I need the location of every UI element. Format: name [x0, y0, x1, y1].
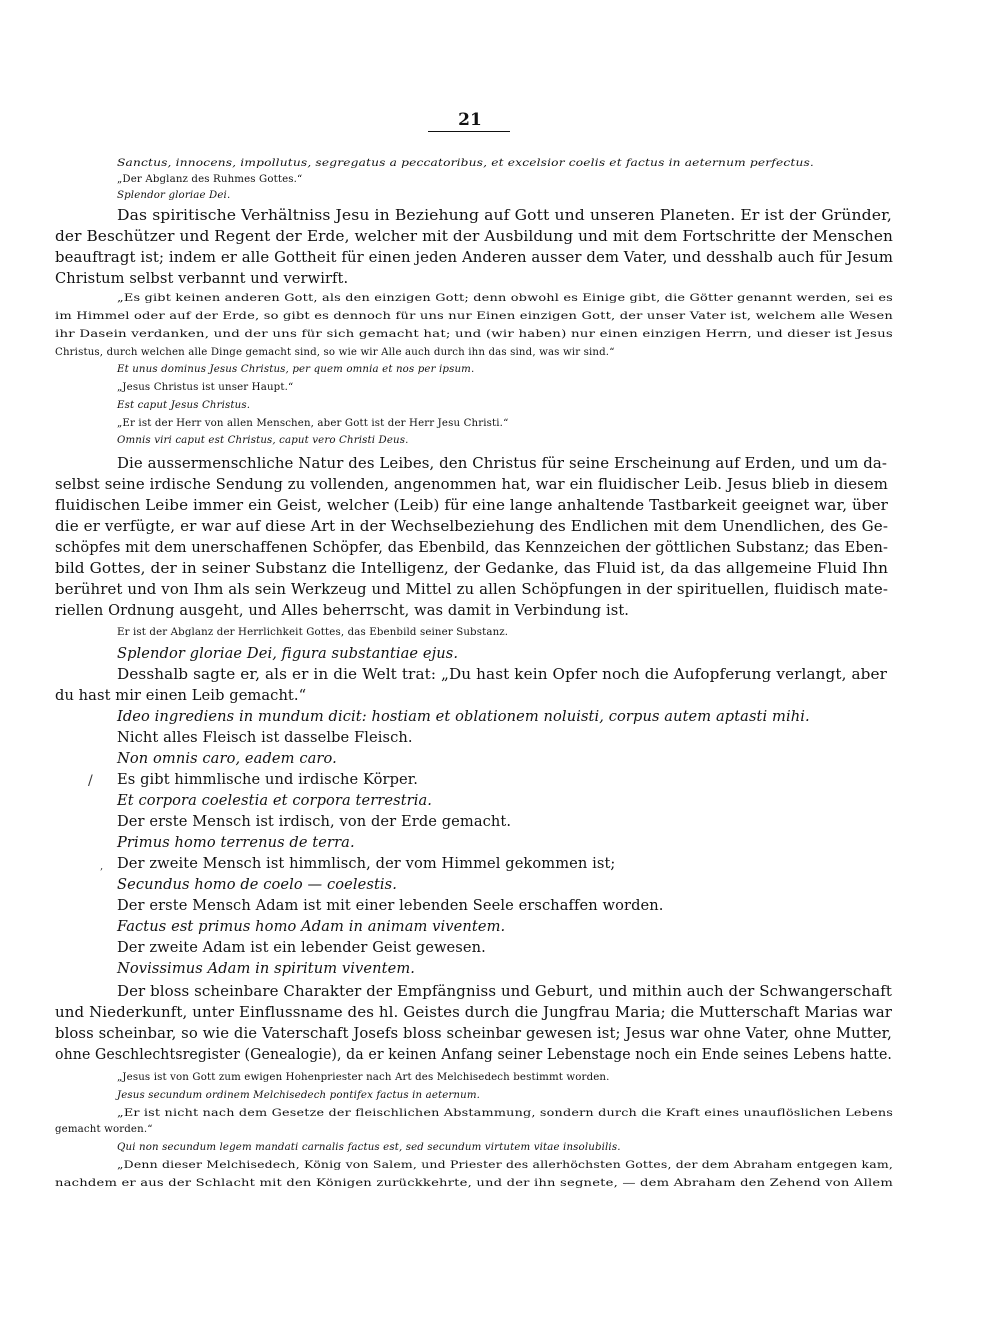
text-line: die er verfügte, er war auf diese Art in der Wechselbeziehung des Endlichen mit dem Unendlichen, des Ge-: [55, 518, 889, 535]
text-line: „Der Abglanz des Ruhmes Gottes.“: [117, 174, 303, 185]
text-line: Et unus dominus Jesus Christus, per quem omnia et nos per ipsum.: [117, 364, 475, 375]
text-line: selbst seine irdische Sendung zu vollenden, angenommen hat, war ein fluidischer Leib. Jesus blieb in diesem: [55, 476, 888, 493]
text-line: ohne Geschlechtsregister (Genealogie), da er keinen Anfang seiner Lebenstage noch ein Ende seines Lebens hatte.: [55, 1046, 892, 1063]
text-line: Christum selbst verbannt und verwirft.: [55, 270, 349, 287]
text-line: Christus, durch welchen alle Dinge gemacht sind, so wie wir Alle auch durch ihn das sind, was wir sind.“: [55, 347, 615, 358]
text-line: „Denn dieser Melchisedech, König von Salem, und Priester des allerhöchsten Gottes, der dem Abraham entgegen kam,: [117, 1160, 893, 1171]
margin-mark: /: [88, 773, 93, 789]
text-line: Omnis viri caput est Christus, caput vero Christi Deus.: [117, 435, 409, 446]
text-line: Factus est primus homo Adam in animam viventem.: [117, 918, 506, 935]
text-line: Et corpora coelestia et corpora terrestria.: [117, 792, 433, 809]
margin-mark: ,: [100, 861, 104, 872]
page-number-rule: [428, 131, 510, 132]
text-line: Der erste Mensch Adam ist mit einer lebenden Seele erschaffen worden.: [117, 897, 664, 914]
text-line: riellen Ordnung ausgeht, und Alles beherrscht, was damit in Verbindung ist.: [55, 602, 630, 619]
page-number: 21: [458, 110, 482, 130]
text-line: im Himmel oder auf der Erde, so gibt es dennoch für uns nur Einen einzigen Gott, der unser Vater ist, welchem alle Wesen: [55, 311, 893, 322]
text-line: Desshalb sagte er, als er in die Welt trat: „Du hast kein Opfer noch die Aufopferung verlangt, aber: [117, 666, 888, 683]
text-line: Ideo ingrediens in mundum dicit: hostiam et oblationem noluisti, corpus autem aptasti mihi.: [117, 708, 810, 725]
text-line: Der erste Mensch ist irdisch, von der Erde gemacht.: [117, 813, 512, 830]
text-line: „Jesus Christus ist unser Haupt.“: [117, 382, 294, 393]
text-line: ihr Dasein verdanken, und der uns für sich gemacht hat; und (wir haben) nur einen einzigen Herrn, und dieser ist Jesus: [55, 329, 893, 340]
text-line: Qui non secundum legem mandati carnalis factus est, sed secundum virtutem vitae insolubilis.: [117, 1142, 621, 1153]
text-line: Primus homo terrenus de terra.: [117, 834, 355, 851]
text-line: „Er ist nicht nach dem Gesetze der fleischlichen Abstammung, sondern durch die Kraft eines unauflöslichen Lebens: [117, 1108, 894, 1119]
text-line: Er ist der Abglanz der Herrlichkeit Gottes, das Ebenbild seiner Substanz.: [117, 627, 509, 638]
text-line: Die aussermenschliche Natur des Leibes, den Christus für seine Erscheinung auf Erden, und um da-: [117, 455, 888, 472]
text-line: du hast mir einen Leib gemacht.“: [55, 687, 307, 704]
text-line: Non omnis caro, eadem caro.: [117, 750, 337, 767]
text-line: fluidischen Leibe immer ein Geist, welcher (Leib) für eine lange anhaltende Tastbarkeit geeignet war, über: [55, 497, 889, 514]
text-line: Est caput Jesus Christus.: [117, 400, 251, 411]
text-line: bild Gottes, der in seiner Substanz die Intelligenz, der Gedanke, das Fluid ist, da das allgemeine Fluid Ihn: [55, 560, 889, 577]
text-line: „Er ist der Herr von allen Menschen, aber Gott ist der Herr Jesu Christi.“: [117, 418, 509, 429]
text-line: Es gibt himmlische und irdische Körper.: [117, 771, 418, 788]
text-line: Das spiritische Verhältniss Jesu in Beziehung auf Gott und unseren Planeten. Er ist der Gründer,: [117, 207, 892, 224]
text-line: „Es gibt keinen anderen Gott, als den einzigen Gott; denn obwohl es Einige gibt, die Götter genannt werden, sei es: [117, 293, 894, 304]
text-line: Jesus secundum ordinem Melchisedech pontifex factus in aeternum.: [117, 1090, 481, 1101]
text-line: schöpfes mit dem unerschaffenen Schöpfer, das Ebenbild, das Kennzeichen der göttlichen Substanz; das Eben-: [55, 539, 889, 556]
text-line: bloss scheinbar, so wie die Vaterschaft Josefs bloss scheinbar gewesen ist; Jesus war ohne Vater, ohne Mutter,: [55, 1025, 892, 1042]
text-line: Der zweite Adam ist ein lebender Geist gewesen.: [117, 939, 486, 956]
text-line: „Jesus ist von Gott zum ewigen Hohenpriester nach Art des Melchisedech bestimmt worden.: [117, 1072, 610, 1083]
text-line: Secundus homo de coelo — coelestis.: [117, 876, 398, 893]
text-line: Sanctus, innocens, impollutus, segregatus a peccatoribus, et excelsior coelis et factus in aeternum perfectus.: [117, 158, 814, 169]
text-line: berühret und von Ihm als sein Werkzeug und Mittel zu allen Schöpfungen in der spirituellen, fluidisch mate-: [55, 581, 888, 598]
text-line: Der zweite Mensch ist himmlisch, der vom Himmel gekommen ist;: [117, 855, 616, 872]
text-line: Splendor gloriae Dei, figura substantiae ejus.: [117, 645, 459, 662]
text-line: nachdem er aus der Schlacht mit den Königen zurückkehrte, und der ihn segnete, — dem Abraham den Zehend von Allem: [55, 1178, 893, 1189]
text-line: der Beschützer und Regent der Erde, welcher mit der Ausbildung und mit dem Fortschritte der Menschen: [55, 228, 894, 245]
text-line: Novissimus Adam in spiritum viventem.: [117, 960, 415, 977]
text-line: Der bloss scheinbare Charakter der Empfängniss und Geburt, und mithin auch der Schwangerschaft: [117, 983, 893, 1000]
text-line: Nicht alles Fleisch ist dasselbe Fleisch.: [117, 729, 413, 746]
text-line: und Niederkunft, unter Einflussname des hl. Geistes durch die Jungfrau Maria; die Mutterschaft Marias war: [55, 1004, 893, 1021]
text-line: Splendor gloriae Dei.: [117, 190, 231, 201]
text-line: gemacht worden.“: [55, 1124, 153, 1135]
text-line: beauftragt ist; indem er alle Gottheit für einen jeden Anderen ausser dem Vater, und desshalb auch für Jesum: [55, 249, 894, 266]
